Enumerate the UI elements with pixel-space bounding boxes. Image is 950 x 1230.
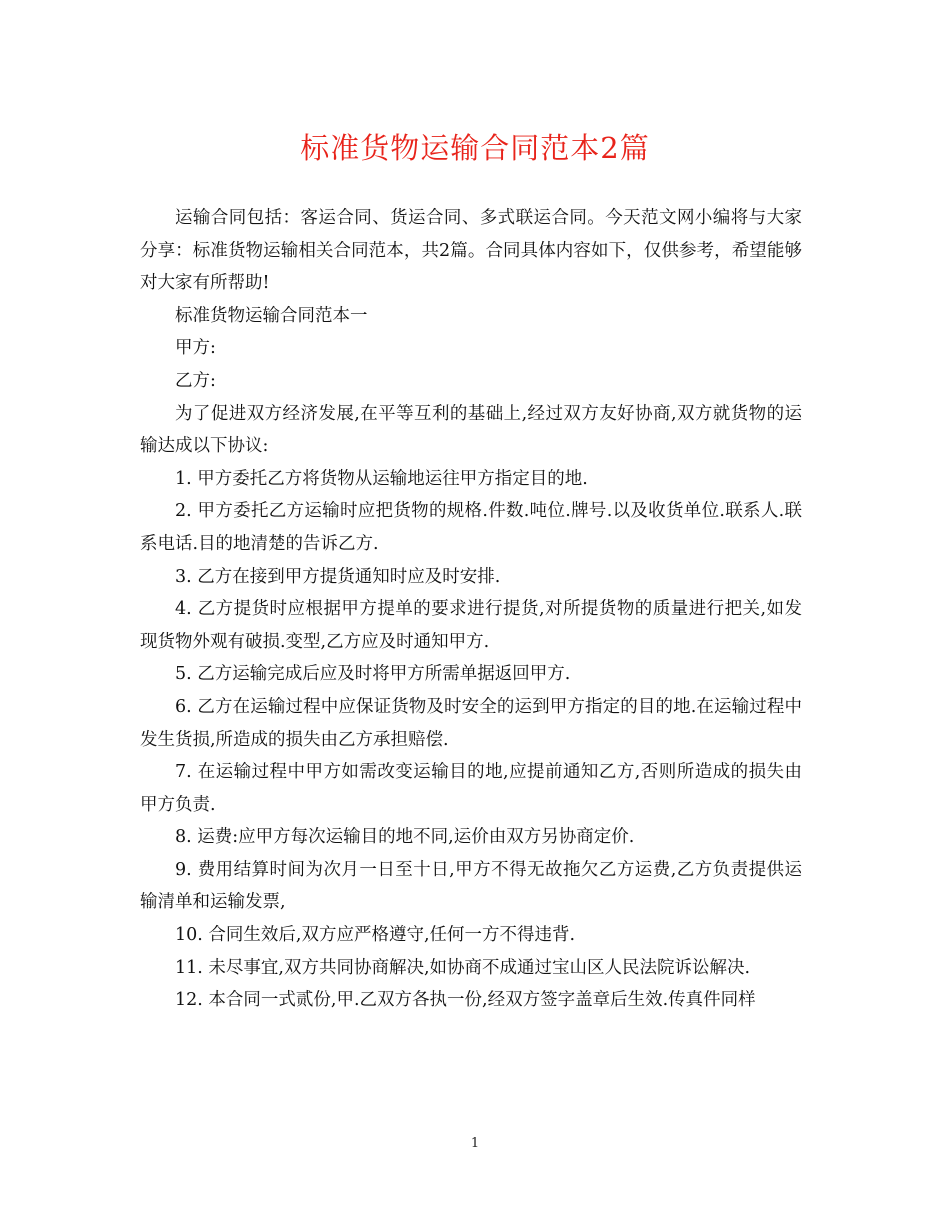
clause-1: 1. 甲方委托乙方将货物从运输地运往甲方指定目的地. (175, 468, 588, 489)
preamble-paragraph: 为了促进双方经济发展,在平等互利的基础上,经过双方友好协商,双方就货物的运输达成以下协议: (140, 403, 802, 457)
clause-10: 10. 合同生效后,双方应严格遵守,任何一方不得违背. (175, 925, 576, 946)
clause-2: 2. 甲方委托乙方运输时应把货物的规格.件数.吨位.牌号.以及收货单位.联系人.联系电话.目的地清楚的告诉乙方. (140, 501, 802, 554)
clause-11: 11. 未尽事宜,双方共同协商解决,如协商不成通过宝山区人民法院诉讼解决. (175, 957, 751, 978)
clause-6: 6. 乙方在运输过程中应保证货物及时安全的运到甲方指定的目的地.在运输过程中发生货损,所造成的损失由乙方承担赔偿. (140, 696, 802, 750)
clause-4: 4. 乙方提货时应根据甲方提单的要求进行提货,对所提货物的质量进行把关,如发现货物外观有破损.变型,乙方应及时通知甲方. (140, 599, 802, 652)
clause-12: 12. 本合同一式贰份,甲.乙双方各执一份,经双方签字盖章后生效.传真件同样 (175, 990, 756, 1011)
clause-9: 9. 费用结算时间为次月一日至十日,甲方不得无故拖欠乙方运费,乙方负责提供运输清单和运输发票, (140, 859, 802, 913)
clause-5: 5. 乙方运输完成后应及时将甲方所需单据返回甲方. (175, 664, 571, 685)
intro-paragraph: 运输合同包括：客运合同、货运合同、多式联运合同。今天范文网小编将与大家分享：标准货物运输相关合同范本，共2篇。合同具体内容如下，仅供参考，希望能够对大家有所帮助! (140, 208, 802, 294)
party-b-line: 乙方: (175, 370, 216, 391)
clause-7: 7. 在运输过程中甲方如需改变运输目的地,应提前通知乙方,否则所造成的损失由甲方负责. (140, 762, 802, 815)
section-heading: 标准货物运输合同范本一 (175, 305, 368, 326)
page-number: 1 (470, 1136, 480, 1151)
clause-3: 3. 乙方在接到甲方提货通知时应及时安排. (175, 566, 501, 587)
document-title: 标准货物运输合同范本2篇 (300, 131, 650, 165)
party-a-line: 甲方: (175, 338, 216, 359)
document-body (140, 202, 802, 1017)
clause-8: 8. 运费:应甲方每次运输目的地不同,运价由双方另协商定价. (175, 827, 635, 848)
